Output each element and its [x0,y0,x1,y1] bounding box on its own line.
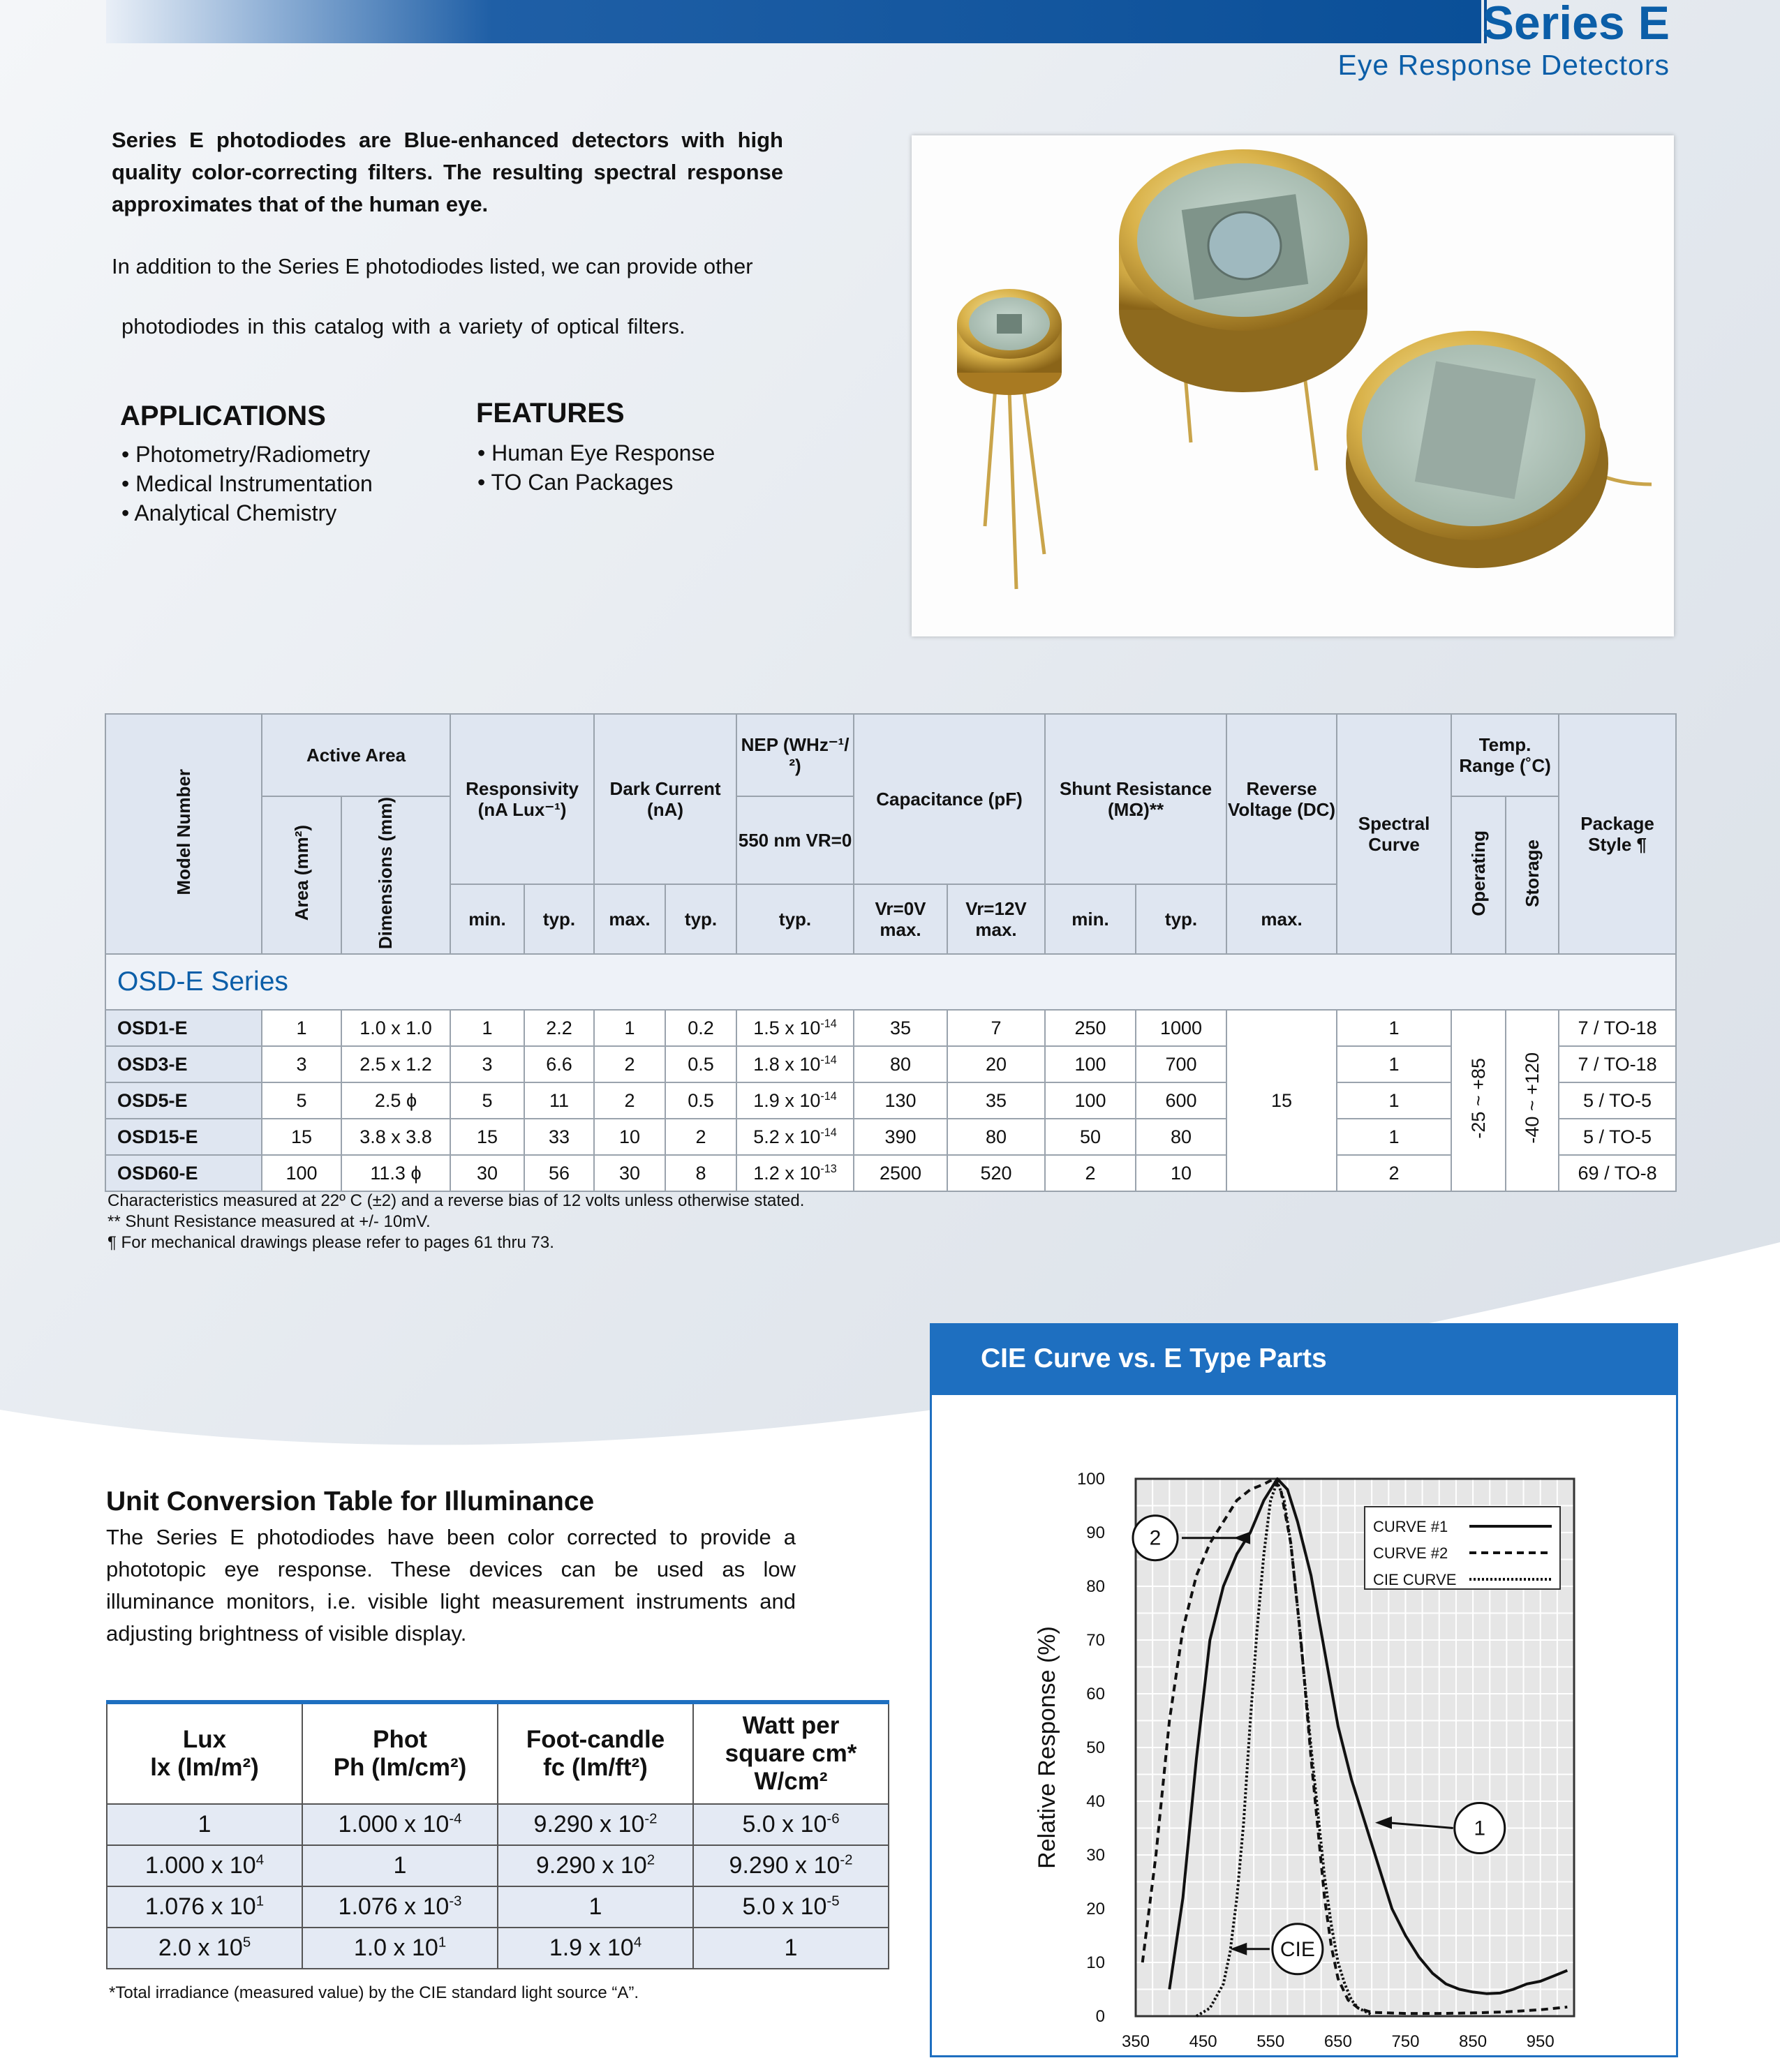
value-mantissa: 1 [784,1935,798,1961]
col-responsivity: Responsivity (nA Lux⁻¹) [450,714,594,884]
cell-styp: 10 [1136,1155,1226,1191]
cell-c0: 2500 [854,1155,947,1191]
table-row [105,1046,1676,1082]
y-tick-label: 0 [1095,2007,1105,2026]
cell-rtyp: 6.6 [524,1046,594,1082]
chart-title: CIE Curve vs. E Type Parts [981,1343,1327,1373]
col-operating: Operating [1451,796,1506,954]
y-tick-label: 80 [1086,1577,1105,1596]
table-row [107,1845,889,1886]
page-title: Series E [1482,0,1670,50]
x-tick-label: 750 [1391,2032,1420,2051]
cell-curve: 2 [1337,1155,1451,1191]
cell-curve: 1 [1337,1119,1451,1155]
value-mantissa: 2.0 x 10 [158,1935,243,1961]
value-exponent: -4 [449,1811,462,1827]
col-reverse-voltage: Reverse Voltage (DC) [1226,714,1337,884]
cell-c0: 35 [854,1010,947,1046]
note: ¶ For mechanical drawings please refer to pages 61 thru 73. [107,1233,554,1252]
cell-package: 5 / TO-5 [1559,1119,1676,1155]
cell-styp: 80 [1136,1119,1226,1155]
cell-dim: 2.5 ϕ [341,1082,450,1119]
cell-dim: 3.8 x 3.8 [341,1119,450,1155]
page-subtitle: Eye Response Detectors [1337,49,1670,81]
conv-col-header [302,1702,498,1804]
value-mantissa: 1 [393,1852,407,1879]
cell-c0: 130 [854,1082,947,1119]
conv-cell [498,1886,693,1928]
x-tick-label: 550 [1256,2032,1285,2051]
cell-rtyp: 2.2 [524,1010,594,1046]
value-mantissa: 5.0 x 10 [742,1811,827,1838]
table-notes [107,1191,804,1253]
nep-exponent: -14 [820,1017,837,1030]
table-row [105,1010,1676,1046]
table-row [107,1804,889,1845]
col-active-area: Active Area [262,714,450,796]
value-mantissa: 1.000 x 10 [144,1852,256,1879]
cell-styp: 700 [1136,1046,1226,1082]
x-tick-label: 350 [1121,2032,1150,2051]
col-dark-max: max. [594,884,665,954]
nep-mantissa: 1.2 x 10 [753,1162,821,1184]
cell-dmax: 2 [594,1082,665,1119]
list-item: • Analytical Chemistry [121,500,337,526]
cell-operating-range: -25 ~ +85 [1451,1010,1506,1191]
col-shunt-typ: typ. [1136,884,1226,954]
nep-exponent: -14 [820,1053,837,1066]
conv-cell [498,1804,693,1845]
value-exponent: -6 [826,1811,840,1827]
cell-smin: 100 [1045,1046,1136,1082]
features-heading: FEATURES [476,398,625,428]
col-dark-typ: typ. [665,884,736,954]
legend-label: CURVE #2 [1373,1544,1448,1562]
value-exponent: -2 [840,1852,853,1868]
intro-line-2: In addition to the Series E photodiodes listed, we can provide other [112,254,753,278]
col-cap-12v: Vr=12V max. [947,884,1045,954]
table-row [105,1155,1676,1191]
col-reverse-max: max. [1226,884,1337,954]
cell-reverse-voltage: 15 [1226,1010,1337,1191]
cell-dmax: 30 [594,1155,665,1191]
value-mantissa: 9.290 x 10 [535,1852,647,1879]
legend-label: CIE CURVE [1373,1571,1457,1588]
cell-nep [736,1010,854,1046]
header-line: square cm* [725,1740,857,1767]
y-tick-label: 50 [1086,1738,1105,1757]
value-exponent: 1 [255,1893,265,1909]
cell-dim: 2.5 x 1.2 [341,1046,450,1082]
value-exponent: -5 [826,1893,840,1909]
cell-smin: 50 [1045,1119,1136,1155]
note: Characteristics measured at 22º C (±2) and a reverse bias of 12 volts unless otherwise stated. [107,1191,805,1210]
conv-cell [107,1928,302,1969]
list-item: • TO Can Packages [477,470,674,495]
cell-model: OSD15-E [105,1119,262,1155]
conversion-table [106,1700,889,1969]
cell-model: OSD1-E [105,1010,262,1046]
conv-cell [107,1845,302,1886]
intro-text: Series E photodiodes are Blue-enhanced detectors with high quality color-correcting filters. The resulting spectral response approximates that of the human eye. [112,128,783,216]
conv-cell [107,1886,302,1928]
col-resp-typ: typ. [524,884,594,954]
applications-heading: APPLICATIONS [120,401,326,431]
table-row [107,1928,889,1969]
cell-dtyp: 0.5 [665,1082,736,1119]
nep-exponent: -14 [820,1089,837,1103]
y-tick-label: 30 [1086,1846,1105,1865]
list-item: • Medical Instrumentation [121,471,373,496]
callout-label: 2 [1149,1526,1162,1550]
y-tick-label: 70 [1086,1631,1105,1650]
y-tick-label: 40 [1086,1792,1105,1811]
cell-c12: 7 [947,1010,1045,1046]
value-exponent: 1 [438,1935,447,1951]
y-tick-label: 60 [1086,1685,1105,1704]
value-exponent: 4 [255,1852,265,1868]
cell-styp: 1000 [1136,1010,1226,1046]
cell-rmin: 1 [450,1010,524,1046]
value-mantissa: 1.076 x 10 [338,1893,450,1920]
cell-dtyp: 0.5 [665,1046,736,1082]
cell-dim: 11.3 ϕ [341,1155,450,1191]
cell-dtyp: 0.2 [665,1010,736,1046]
value-exponent: -3 [449,1893,462,1909]
cell-dtyp: 8 [665,1155,736,1191]
y-axis-label: Relative Response (%) [1034,1626,1060,1869]
cie-chart [932,1395,1676,2055]
spec-table [105,713,1677,1192]
conv-cell [498,1928,693,1969]
cell-smin: 250 [1045,1010,1136,1046]
cell-model: OSD3-E [105,1046,262,1082]
cell-area: 100 [262,1155,341,1191]
table-row [107,1886,889,1928]
value-exponent: 2 [646,1852,655,1868]
callout-label: CIE [1280,1937,1315,1961]
applications-list [121,440,373,528]
cell-styp: 600 [1136,1082,1226,1119]
col-nep: NEP (WHz⁻¹/²) [736,714,854,796]
header-line: lx (lm/m²) [150,1754,259,1781]
col-capacitance: Capacitance (pF) [854,714,1045,884]
col-area: Area (mm²) [262,796,341,954]
photodiode-illustration [912,135,1674,636]
note: ** Shunt Resistance measured at +/- 10mV. [107,1212,431,1231]
x-tick-label: 950 [1526,2032,1555,2051]
conv-cell [302,1804,498,1845]
y-tick-label: 20 [1086,1900,1105,1918]
conv-cell [693,1845,889,1886]
cell-model: OSD60-E [105,1155,262,1191]
col-shunt-resistance: Shunt Resistance (MΩ)** [1045,714,1226,884]
header-line: W/cm² [754,1768,828,1795]
x-tick-label: 650 [1323,2032,1352,2051]
cell-nep [736,1082,854,1119]
cell-smin: 100 [1045,1082,1136,1119]
cell-package: 7 / TO-18 [1559,1046,1676,1082]
chart-header [932,1325,1676,1395]
features-list [477,438,715,497]
cell-rtyp: 11 [524,1082,594,1119]
cell-c12: 520 [947,1155,1045,1191]
cell-area: 5 [262,1082,341,1119]
value-exponent: 5 [242,1935,251,1951]
conv-cell [693,1928,889,1969]
y-tick-label: 90 [1086,1523,1105,1542]
conv-cell [302,1928,498,1969]
list-item: • Human Eye Response [477,440,715,465]
value-mantissa: 9.290 x 10 [729,1852,840,1879]
nep-exponent: -14 [820,1126,837,1139]
table-row [105,1082,1676,1119]
value-mantissa: 1.9 x 10 [549,1935,634,1961]
cell-rtyp: 33 [524,1119,594,1155]
unit-conversion-heading: Unit Conversion Table for Illuminance [106,1486,595,1516]
cell-curve: 1 [1337,1046,1451,1082]
cell-rmin: 3 [450,1046,524,1082]
cell-rtyp: 56 [524,1155,594,1191]
cell-c0: 390 [854,1119,947,1155]
y-tick-label: 100 [1076,1470,1105,1489]
conversion-footnote: *Total irradiance (measured value) by the CIE standard light source “A”. [109,1983,639,2002]
col-spectral-curve: Spectral Curve [1337,714,1451,954]
header-bar [106,0,1481,43]
x-tick-label: 450 [1189,2032,1217,2051]
cell-dmax: 2 [594,1046,665,1082]
value-mantissa: 1.076 x 10 [144,1893,256,1920]
cell-package: 7 / TO-18 [1559,1010,1676,1046]
cell-rmin: 15 [450,1119,524,1155]
cell-model: OSD5-E [105,1082,262,1119]
cell-smin: 2 [1045,1155,1136,1191]
cell-dtyp: 2 [665,1119,736,1155]
conv-cell [693,1886,889,1928]
header-line: Ph (lm/cm²) [333,1754,467,1781]
conv-cell [498,1845,693,1886]
nep-mantissa: 1.9 x 10 [753,1089,821,1111]
cell-nep [736,1046,854,1082]
col-nep-cond: 550 nm VR=0 [736,796,854,884]
series-label: OSD-E Series [105,954,1676,1010]
conv-cell [693,1804,889,1845]
cell-c12: 35 [947,1082,1045,1119]
col-dimensions: Dimensions (mm) [341,796,450,954]
cell-rmin: 5 [450,1082,524,1119]
nep-mantissa: 5.2 x 10 [753,1126,821,1147]
cell-dim: 1.0 x 1.0 [341,1010,450,1046]
col-shunt-min: min. [1045,884,1136,954]
col-nep-typ: typ. [736,884,854,954]
col-package-style: Package Style ¶ [1559,714,1676,954]
value-exponent: 4 [633,1935,642,1951]
cell-nep [736,1119,854,1155]
cell-storage-range: -40 ~ +120 [1506,1010,1559,1191]
cell-package: 69 / TO-8 [1559,1155,1676,1191]
unit-conversion-text: The Series E photodiodes have been color corrected to provide a phototopic eye response. These devices can be used as low illuminance monitors, i.e. visible light measurement instruments and adjusting brightness of visible display. [106,1525,796,1646]
cell-dmax: 1 [594,1010,665,1046]
header-line: Watt per [742,1712,840,1739]
cell-curve: 1 [1337,1082,1451,1119]
header-line: Phot [373,1726,427,1753]
col-temp-range: Temp. Range (˚C) [1451,714,1559,796]
value-mantissa: 9.290 x 10 [533,1811,645,1838]
cell-nep [736,1155,854,1191]
conv-col-header [107,1702,302,1804]
col-resp-min: min. [450,884,524,954]
cell-c12: 20 [947,1046,1045,1082]
value-mantissa: 1 [198,1811,212,1838]
callout-label: 1 [1474,1817,1486,1840]
value-mantissa: 1.0 x 10 [353,1935,438,1961]
col-model-number: Model Number [105,714,262,954]
value-mantissa: 5.0 x 10 [742,1893,827,1920]
header-line: fc (lm/ft²) [543,1754,648,1781]
header-line: Foot-candle [526,1726,665,1753]
list-item: • Photometry/Radiometry [121,442,371,467]
cell-curve: 1 [1337,1010,1451,1046]
header-line: Lux [182,1726,227,1753]
cell-c12: 80 [947,1119,1045,1155]
conv-cell [302,1845,498,1886]
col-storage: Storage [1506,796,1559,954]
nep-exponent: -13 [820,1162,837,1175]
cell-package: 5 / TO-5 [1559,1082,1676,1119]
table-row [105,1119,1676,1155]
conv-col-header [693,1702,889,1804]
conv-cell [107,1804,302,1845]
value-mantissa: 1 [588,1893,602,1920]
cie-chart-panel [930,1323,1678,2057]
value-mantissa: 1.000 x 10 [338,1811,450,1838]
cell-area: 1 [262,1010,341,1046]
cell-rmin: 30 [450,1155,524,1191]
nep-mantissa: 1.8 x 10 [753,1053,821,1075]
conv-col-header [498,1702,693,1804]
col-dark-current: Dark Current (nA) [594,714,736,884]
product-photo [912,135,1674,636]
value-exponent: -2 [644,1811,658,1827]
nep-mantissa: 1.5 x 10 [753,1017,821,1038]
cell-dmax: 10 [594,1119,665,1155]
conv-cell [302,1886,498,1928]
cell-area: 15 [262,1119,341,1155]
legend-label: CURVE #1 [1373,1518,1448,1535]
y-tick-label: 10 [1086,1953,1105,1972]
intro-line-3: photodiodes in this catalog with a variety of optical filters. [121,314,685,338]
col-cap-0v: Vr=0V max. [854,884,947,954]
cell-area: 3 [262,1046,341,1082]
cell-c0: 80 [854,1046,947,1082]
x-tick-label: 850 [1459,2032,1488,2051]
